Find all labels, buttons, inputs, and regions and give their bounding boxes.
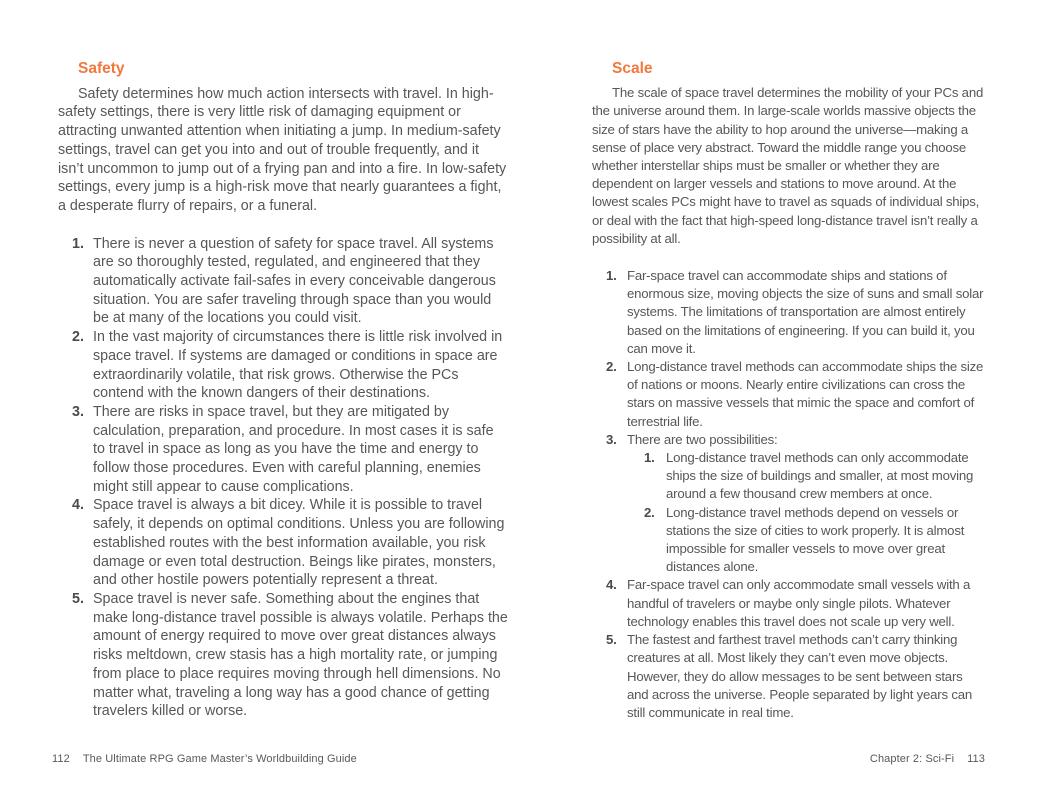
list-number: 5. — [606, 632, 617, 648]
list-item — [72, 328, 508, 403]
section-heading-safety: Safety — [78, 60, 125, 77]
book-title: The Ultimate RPG Game Master’s Worldbuilding Guide — [82, 753, 357, 765]
list-number: 2. — [644, 504, 655, 520]
nested-numbered-list — [627, 449, 986, 576]
list-number: 2. — [72, 329, 84, 346]
list-number: 3. — [606, 431, 617, 447]
list-item — [606, 631, 986, 722]
footer-right — [870, 753, 985, 765]
list-item-text: In the vast majority of circumstances there is little risk involved in space travel. If systems are damaged or conditions in space are extraordinarily volatile, that risk grows. Otherwise the PCs contend with the known dangers of their destinations. — [93, 329, 503, 402]
list-number: 4. — [606, 577, 617, 593]
left-page-number: 112 — [52, 753, 70, 765]
list-number: 1. — [606, 268, 617, 284]
list-item-text: Space travel is always a bit dicey. While it is possible to travel safely, it depends on optimal conditions. Unless you are following established routes with the best information available, you risk damage or even total destruction. Beings like pirates, monsters, and other hostile powers potentially represent a threat. — [93, 497, 505, 589]
list-item — [72, 590, 508, 721]
list-item — [606, 576, 986, 631]
left-page-column — [58, 60, 508, 721]
list-item — [606, 431, 986, 577]
right-page-column — [592, 60, 986, 722]
list-item — [644, 449, 986, 504]
list-item — [72, 403, 508, 497]
list-item — [72, 235, 508, 329]
list-number: 1. — [644, 450, 655, 466]
scale-numbered-list — [592, 267, 986, 722]
list-number: 5. — [72, 590, 84, 607]
list-item-text: There are two possibilities: 1. Long-distance travel methods can only accommodate ships the size of buildings and smaller, at most moving around a few thousand crew members at once. 2. Long-distance travel methods depend on vessels or stations the size of cities to work properly. It is almost impossible for smaller vessels to move over great distances alone. — [627, 431, 986, 577]
list-item-text: Long-distance travel methods can accommodate ships the size of nations or moons. Nearly entire civilizations can cross the stars on massive vessels that mimic the space and comfort of terrestrial life. — [627, 359, 984, 429]
list-item — [72, 496, 508, 590]
list-item-text: Space travel is never safe. Something about the engines that make long-distance travel possible is always volatile. Perhaps the amount of energy required to move over great distances always risks meltdown, crew stasis has a high mortality rate, or jumping from place to place requires moving through hell dimensions. No matter what, traveling a long way has a good chance of getting travelers killed or worse. — [93, 590, 508, 720]
list-item-text: Far-space travel can accommodate ships and stations of enormous size, moving objects the size of suns and small solar systems. The limitations of transportation are almost entirely based on the limitations of engineering. If you can build it, you can move it. — [627, 268, 984, 356]
list-item-text: There is never a question of safety for space travel. All systems are so thoroughly tested, regulated, and engineered that they automatically activate fail-safes in every conceivable dangerous situation. You are safer traveling through space than you would be at many of the locations you could visit. — [93, 235, 496, 327]
section-heading-scale: Scale — [612, 60, 653, 77]
safety-intro-paragraph: Safety determines how much action intersects with travel. In high-safety settings, there is very little risk of damaging equipment or attracting unwanted attention when initiating a jump. In medium-safety settings, travel can get you into and out of trouble frequently, and it isn’t uncommon to jump out of a frying pan and into a fire. In low-safety settings, every jump is a high-risk move that nearly guarantees a fight, a desperate flurry of repairs, or a funeral. — [58, 85, 507, 214]
list-number: 1. — [72, 235, 84, 252]
list-item — [644, 504, 986, 577]
list-number: 4. — [72, 497, 84, 514]
chapter-title: Chapter 2: Sci-Fi — [869, 753, 955, 765]
list-item-text: The fastest and farthest travel methods can’t carry thinking creatures at all. Most likely they can’t even move objects. However, they do allow messages to be sent between stars and across the universe. People separated by light years can still communicate in real time. — [627, 632, 973, 720]
footer-left — [52, 753, 357, 765]
list-item — [606, 267, 986, 358]
list-number: 2. — [606, 359, 617, 375]
safety-numbered-list — [58, 235, 508, 721]
scale-intro-paragraph: The scale of space travel determines the mobility of your PCs and the universe around them. In large-scale worlds massive objects the size of stars have the ability to hop around the universe—making a sense of place very abstract. Toward the middle range you choose whether interstellar ships must be smaller or whether they are dependent on larger vessels and stations to move around. At the lowest scales PCs might have to travel as squads of individual ships, or deal with the fact that high-speed long-distance travel isn’t really a possibility at all. — [592, 85, 984, 246]
list-item-text: Long-distance travel methods can only accommodate ships the size of buildings and smaller, at most moving around a few thousand crew members at once. — [666, 450, 974, 502]
list-item-text: Long-distance travel methods depend on vessels or stations the size of cities to work properly. It is almost impossible for smaller vessels to move over great distances alone. — [666, 504, 965, 575]
list-item-text: Far-space travel can only accommodate small vessels with a handful of travelers or maybe only single pilots. Whatever technology enables this travel does not scale up very well. — [627, 577, 971, 629]
right-page-number: 113 — [967, 753, 985, 765]
list-number: 3. — [72, 403, 84, 420]
list-item-text: There are risks in space travel, but they are mitigated by calculation, preparation, and procedure. In most cases it is safe to travel in space as long as you have the time and energy to follow those procedures. Even with careful planning, enemies might still appear to cause complications. — [93, 403, 494, 495]
list-item — [606, 358, 986, 431]
